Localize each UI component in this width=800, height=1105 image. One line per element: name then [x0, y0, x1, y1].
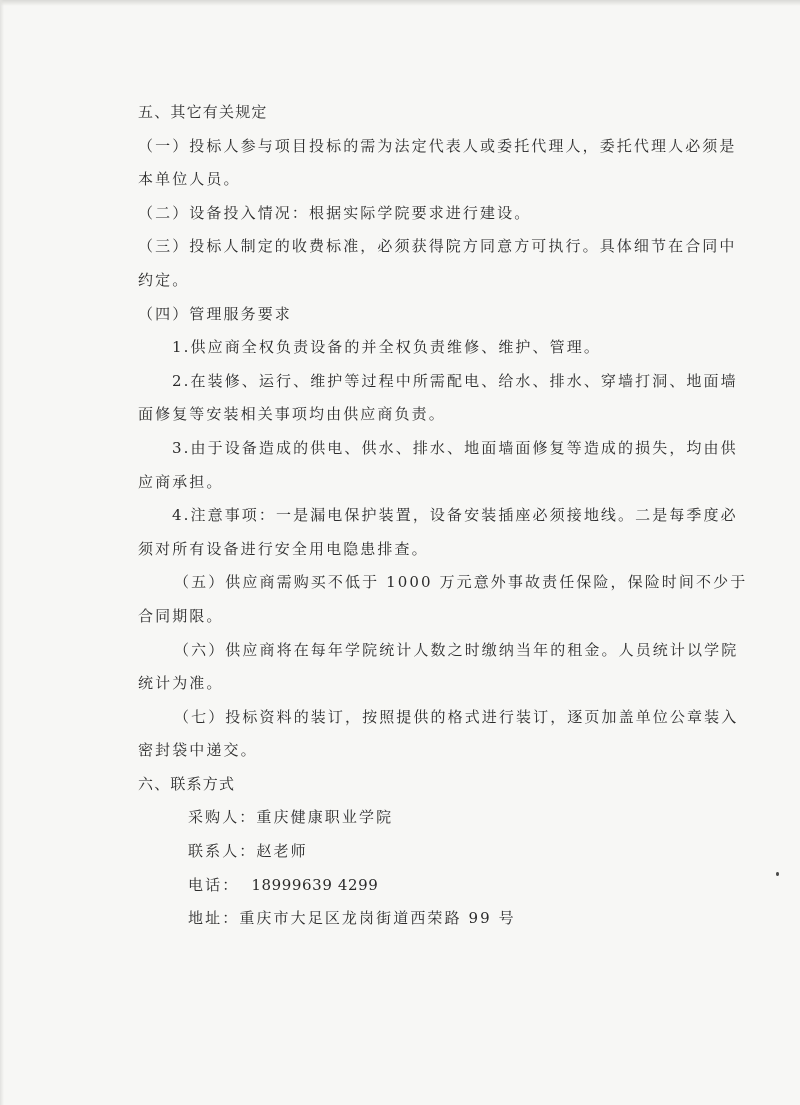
- paragraph-line: 密封袋中递交。: [138, 741, 258, 760]
- scan-edge-top: [0, 0, 800, 6]
- section-heading-contact: 六、联系方式: [138, 774, 236, 793]
- contact-label: 地址：: [188, 909, 240, 928]
- paragraph-line: （六）供应商将在每年学院统计人数之时缴纳当年的租金。人员统计以学院: [174, 640, 739, 659]
- contact-person: [138, 835, 698, 869]
- contact-label: 电话：: [188, 875, 240, 894]
- contact-label: 采购人：: [188, 808, 257, 827]
- list-item-continuation: 须对所有设备进行安全用电隐患排查。: [138, 539, 429, 558]
- paragraph-line: （一）投标人参与项目投标的需为法定代表人或委托代理人，委托代理人必须是: [138, 136, 737, 155]
- contact-value: 18999639 4299: [251, 875, 379, 894]
- paragraph-line: 合同期限。: [138, 606, 224, 625]
- paragraph-line: （三）投标人制定的收费标准，必须获得院方同意方可执行。具体细节在合同中: [138, 237, 737, 256]
- list-item-line: 2.在装修、运行、维护等过程中所需配电、给水、排水、穿墙打洞、地面墙: [172, 371, 738, 390]
- paragraph-line: （五）供应商需购买不低于 1000 万元意外事故责任保险，保险时间不少于: [174, 573, 748, 592]
- contact-label: 联系人：: [188, 842, 257, 861]
- paragraph-line: （二）设备投入情况：根据实际学院要求进行建设。: [138, 203, 532, 222]
- scan-speck: [776, 872, 779, 876]
- list-item-line: 4.注意事项：一是漏电保护装置，设备安装插座必须接地线。二是每季度必: [172, 506, 738, 525]
- contact-phone: [138, 869, 698, 903]
- list-item-line: 3.由于设备造成的供电、供水、排水、地面墙面修复等造成的损失，均由供: [172, 438, 738, 457]
- paragraph-line: （七）投标资料的装订，按照提供的格式进行装订，逐页加盖单位公章装入: [174, 707, 739, 726]
- list-item-continuation: 应商承担。: [138, 472, 224, 491]
- contact-purchaser: [138, 801, 698, 835]
- contact-address: [138, 902, 698, 936]
- list-item-continuation: 面修复等安装相关事项均由供应商负责。: [138, 405, 446, 424]
- scan-edge-left: [0, 0, 4, 1105]
- paragraph-line: 统计为准。: [138, 674, 224, 693]
- section-heading-other-rules: 五、其它有关规定: [138, 103, 268, 121]
- document-page: [138, 96, 748, 936]
- contact-value: 重庆市大足区龙岗街道西荣路 99 号: [239, 909, 516, 928]
- list-item-line: 1.供应商全权负责设备的并全权负责维修、维护、管理。: [172, 338, 601, 357]
- paragraph-line: 约定。: [138, 270, 190, 289]
- contact-value: 重庆健康职业学院: [256, 808, 394, 827]
- subsection-heading-management: （四）管理服务要求: [138, 304, 292, 323]
- paragraph-line: 本单位人员。: [138, 170, 241, 189]
- contact-value: 赵老师: [256, 842, 308, 861]
